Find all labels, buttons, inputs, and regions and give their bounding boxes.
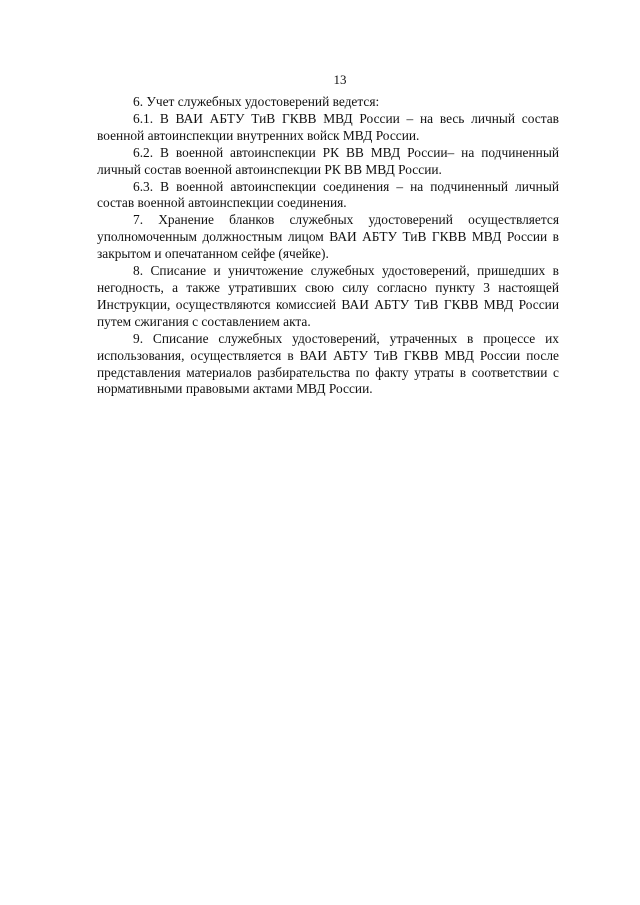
paragraph-6-heading: 6. Учет служебных удостоверений ведется: — [133, 94, 380, 109]
paragraph-8: 8. Списание и уничтожение служебных удостоверений, пришедших в негодность, а также утративших свою силу согласно пункту 3 настоящей Инструкции, осуществляются комиссией ВАИ АБТУ ТиВ ГКВВ МВД России путем сжигания с составлением акта. — [97, 263, 559, 329]
paragraph-9: 9. Списание служебных удостоверений, утраченных в процессе их использования, осуществляется в ВАИ АБТУ ТиВ ГКВВ МВД России после представления материалов разбирательства по факту утраты в соответствии с нормативными правовыми актами МВД России. — [97, 330, 559, 397]
paragraph-6-2: 6.2. В военной автоинспекции РК ВВ МВД России– на подчиненный личный состав военной автоинспекции РК ВВ МВД России. — [97, 144, 559, 177]
paragraph-6-1: 6.1. В ВАИ АБТУ ТиВ ГКВВ МВД России – на весь личный состав военной автоинспекции внутренних войск МВД России. — [97, 110, 559, 143]
paragraph-7: 7. Хранение бланков служебных удостоверений осуществляется уполномоченным должностным лицом ВАИ АБТУ ТиВ ГКВВ МВД России в закрытом и опечатанном сейфе (ячейке). — [97, 212, 559, 262]
paragraph-6-3: 6.3. В военной автоинспекции соединения – на подчиненный личный состав военной автоинспекции соединения. — [97, 178, 559, 211]
page-number: 13 — [333, 72, 347, 87]
document-body — [97, 94, 559, 398]
